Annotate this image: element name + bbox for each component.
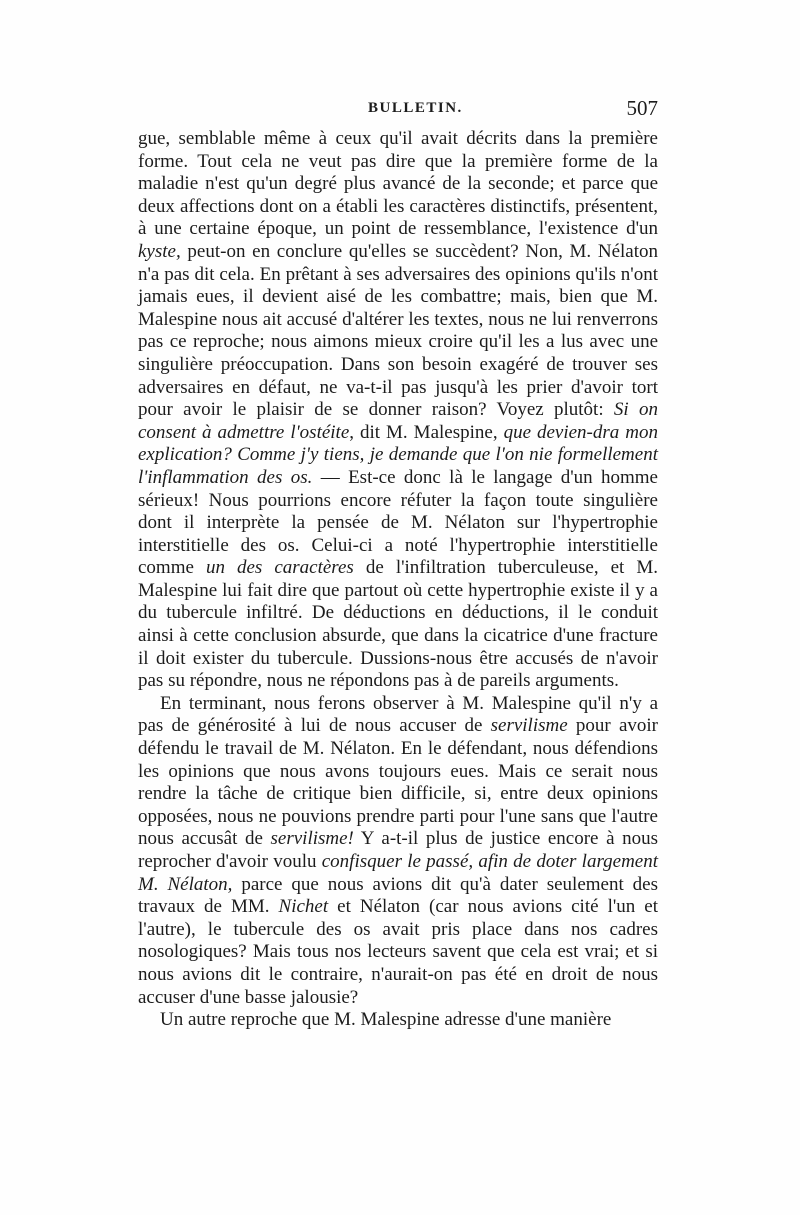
italic-segment: servilisme! — [270, 828, 354, 850]
text-segment: Un autre reproche que M. Malespine adresse d'une manière — [160, 1009, 612, 1031]
text-segment: et Nélaton (car nous avions cité l'un et l'autre), le tubercule des os avait pris place dans nos cadres nosologiques? Mais tous nos lecteurs savent que cela est vrai; et si nous avions dit le contraire, n'aurait-on pas été en droit de nous accuser d'une basse jalousie? — [138, 896, 658, 1008]
body-text — [138, 128, 658, 1032]
paragraph-2 — [138, 693, 658, 1009]
italic-segment: un des caractères — [205, 557, 354, 579]
paragraph-3 — [138, 1009, 658, 1032]
italic-segment: Nichet — [278, 896, 329, 918]
text-segment: , dit M. Malespine, — [349, 421, 504, 443]
page-number: 507 — [626, 96, 658, 120]
text-segment: Y a-t-il plus de justice encore à nous reprocher d'avoir voulu — [138, 828, 658, 872]
text-segment: parce que nous avions dit qu'à dater seulement des travaux de MM. — [138, 873, 658, 918]
running-head: BULLETIN. — [368, 100, 463, 116]
paragraph-1 — [138, 128, 658, 693]
italic-segment: que devien-dra mon explication? Comme j'y tiens, je demande que l'on nie formellement l'inflammation des os. — [138, 421, 658, 488]
text-segment: de l'infiltration tuberculeuse, et M. Malespine lui fait dire que partout où cette hypertrophie existe il y a du tubercule infiltré. De déductions en déductions, il le conduit ainsi à cette conclusion absurde, que dans la cicatrice d'une fracture il doit exister du tubercule. Dussions-nous être accusés de n'avoir pas su répondre, nous ne répondons pas à de pareils arguments. — [138, 557, 658, 692]
italic-segment: confisquer le passé, afin de doter largement M. Nélaton, — [138, 851, 659, 895]
page-header — [138, 96, 658, 126]
italic-segment: servilisme — [490, 715, 568, 737]
italic-segment: Si on consent à admettre l'ostéite — [138, 399, 658, 443]
text-segment: pour avoir défendu le travail de M. Nélaton. En le défendant, nous défendions les opinions que nous avons toujours eues. Mais ce serait nous rendre la tâche de critique bien difficile, si, entre deux opinions opposées, nous ne pouvions prendre parti pour l'une sans que l'autre nous accusât de — [138, 715, 658, 850]
text-segment: En terminant, nous ferons observer à M. Malespine qu'il n'y a pas de générosité à lui de nous accuser de — [138, 692, 658, 737]
italic-segment: kyste, — [138, 240, 181, 262]
text-segment: gue, semblable même à ceux qu'il avait décrits dans la première forme. Tout cela ne veut pas dire que la première forme de la maladie n'est qu'un degré plus avancé de la seconde; et parce que deux affections dont on a établi les caractères distinctifs, présentent, à une certaine époque, un point de ressemblance, l'existence d'un — [138, 128, 658, 240]
text-segment: — Est-ce donc là le langage d'un homme sérieux! Nous pourrions encore réfuter la façon toute singulière dont il interprète la pensée de M. Nélaton sur l'hypertrophie interstitielle des os. Celui-ci a noté l'hypertrophie interstitielle comme — [138, 466, 658, 579]
text-segment: peut-on en conclure qu'elles se succèdent? Non, M. Nélaton n'a pas dit cela. En prêtant à ses adversaires des opinions qu'ils n'ont jamais eues, il devient aisé de les combattre; mais, bien que M. Malespine nous ait accusé d'altérer les textes, nous ne lui renverrons pas ce reproche; nous aimons mieux croire qu'il les a lus avec une singulière préoccupation. Dans son besoin exagéré de trouver ses adversaires en défaut, ne va-t-il pas jusqu'à les prier d'avoir tort pour avoir le plaisir de se donner raison? Voyez plutôt: — [138, 240, 658, 421]
